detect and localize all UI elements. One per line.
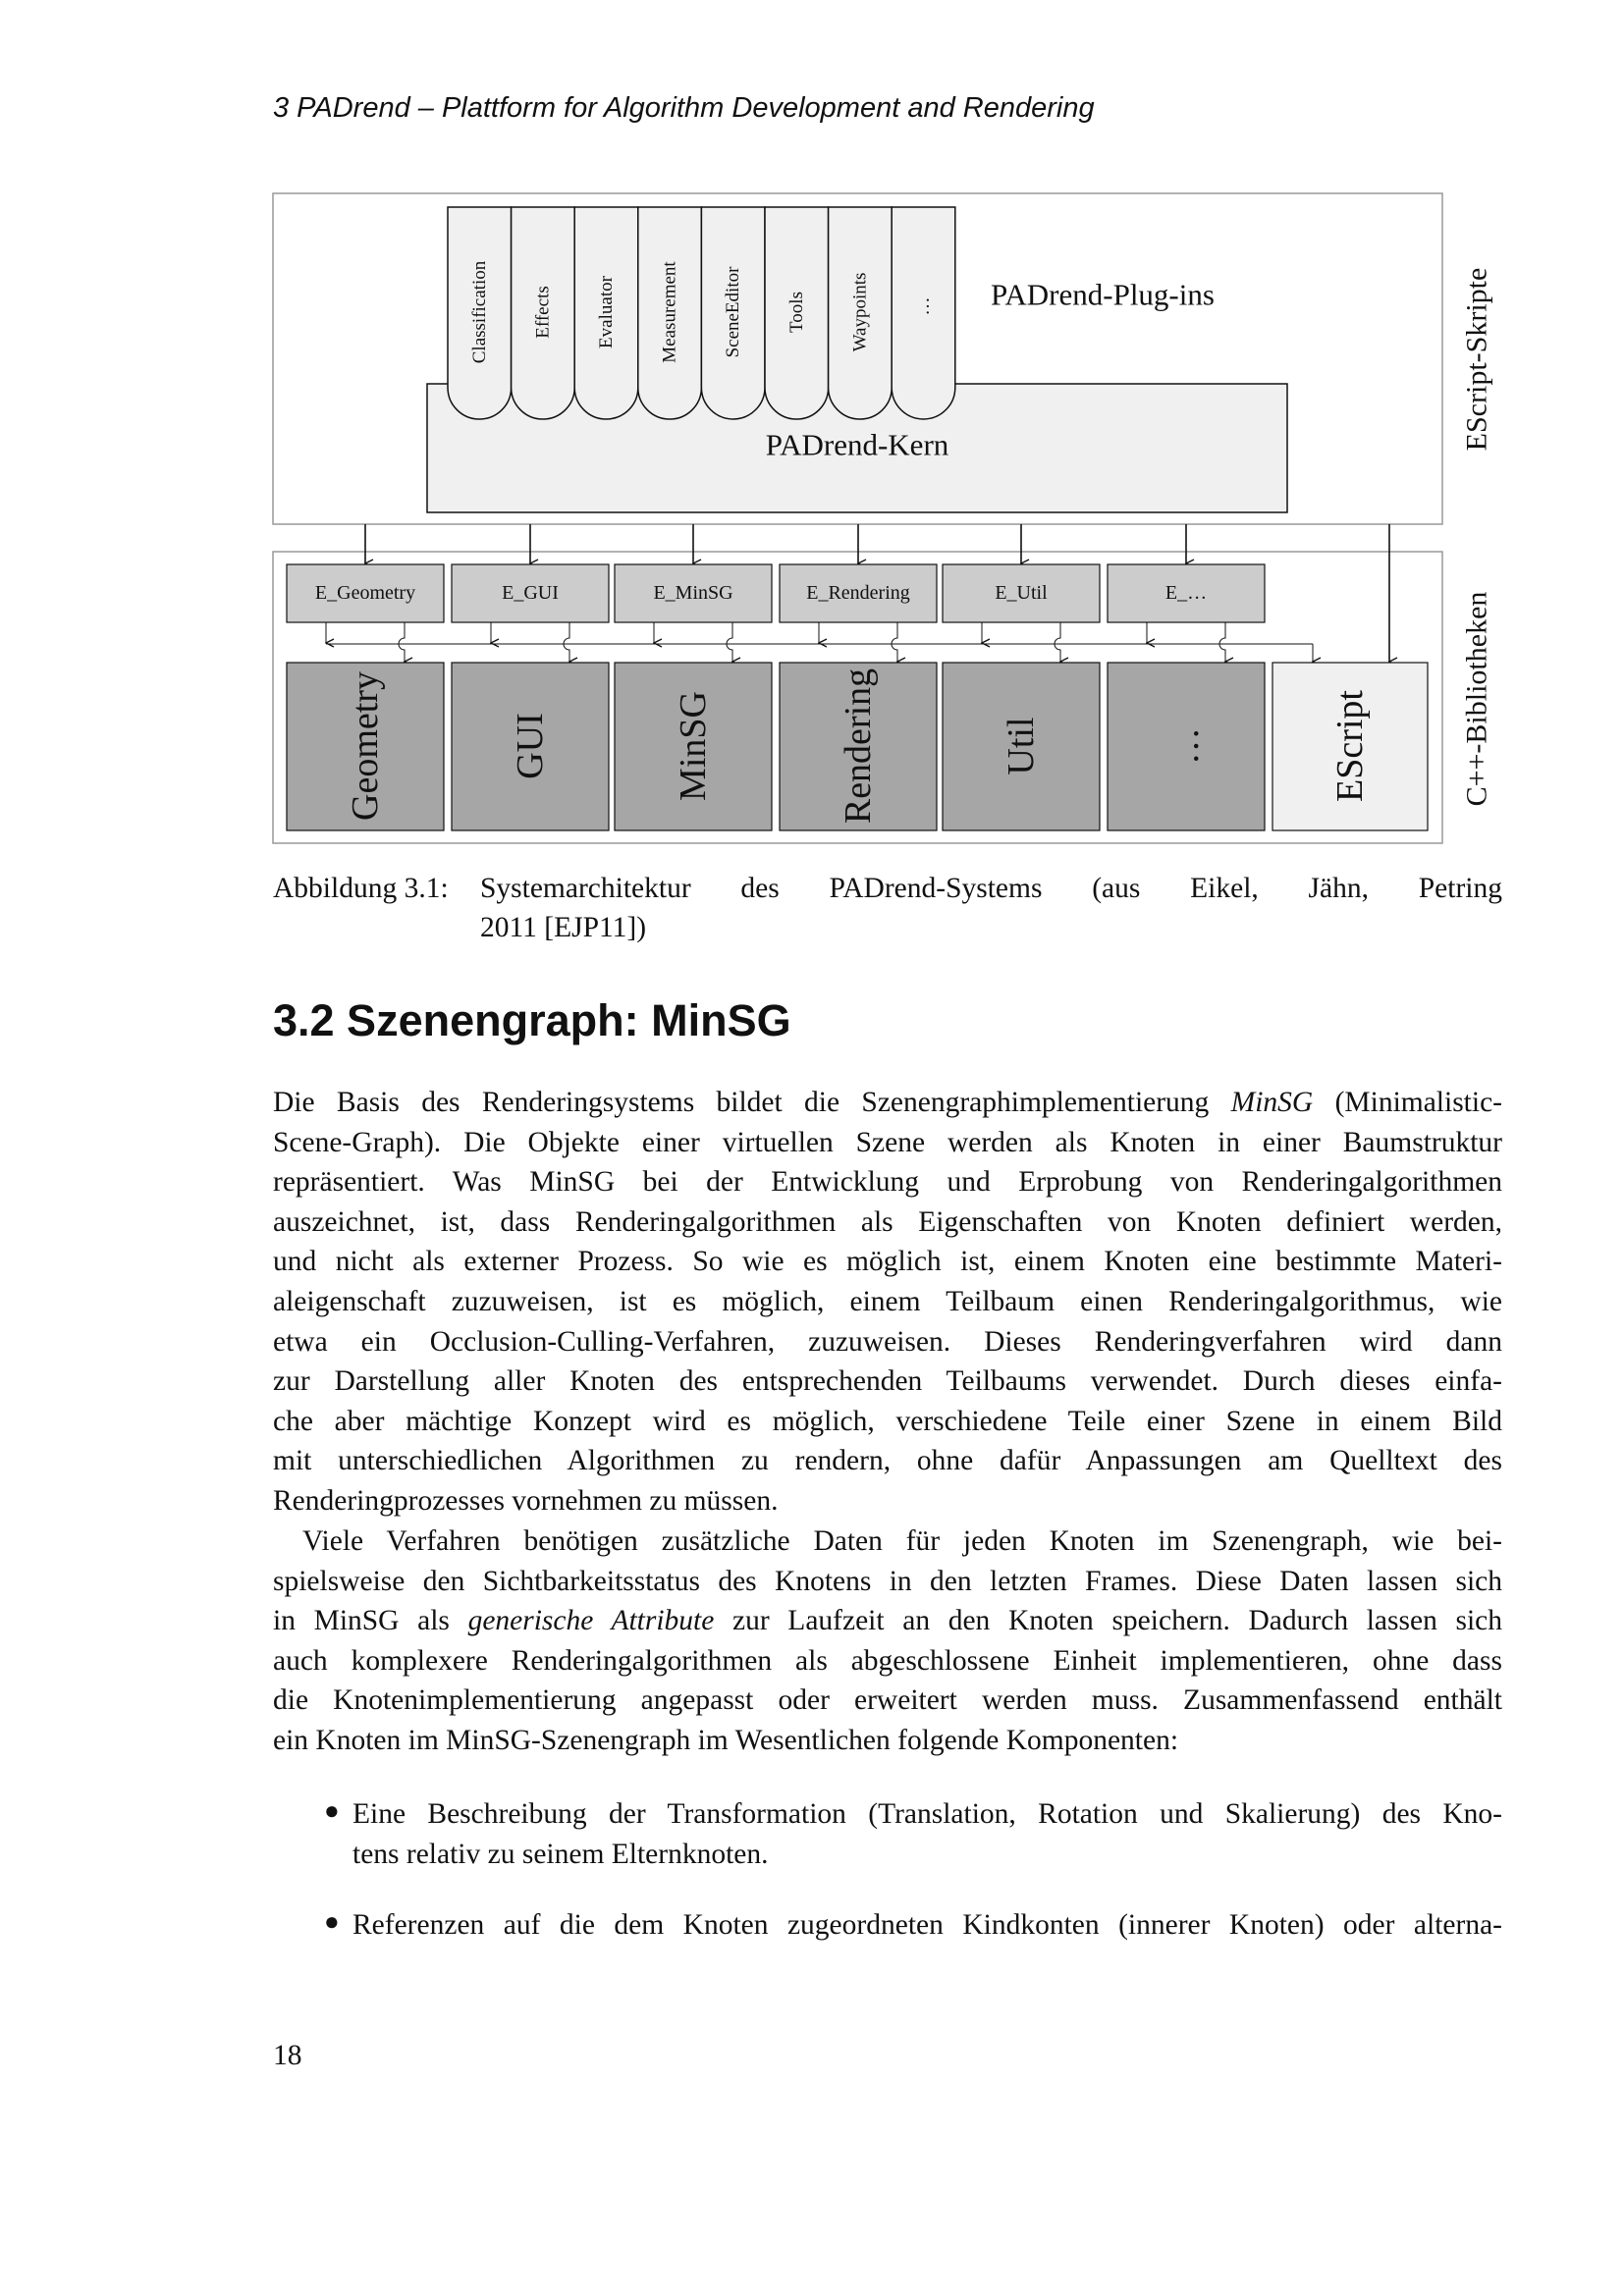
text-line <box>273 1601 1502 1640</box>
emphasis: MinSG <box>1230 1087 1314 1118</box>
text: in MinSG als <box>273 1605 468 1637</box>
text-line: Scene-Graph). Die Objekte einer virtuellen Szene werden als Knoten in einer Baumstruktur <box>273 1126 1502 1158</box>
text-line <box>273 1083 1502 1122</box>
plugin-label: … <box>913 296 934 316</box>
cpp-libraries-side-label: C++-Bibliotheken <box>1460 591 1493 807</box>
plugin-label: Evaluator <box>596 276 617 348</box>
list-item-line: Referenzen auf die dem Knoten zugeordneten Kindkonten (innerer Knoten) oder alterna- <box>352 1909 1502 1941</box>
text-line: mit unterschiedlichen Algorithmen zu rendern, ohne dafür Anpassungen am Quelltext des <box>273 1445 1502 1477</box>
padrend-kern-label: PADrend-Kern <box>765 427 949 462</box>
text-line: die Knotenimplementierung angepasst oder erweitert werden muss. Zusammenfassend enthält <box>273 1684 1502 1717</box>
escript-library-label: EScript <box>1329 690 1371 802</box>
caption-line: 2011 [EJP11]) <box>480 912 647 943</box>
plugin-label: Classification <box>468 260 490 364</box>
text: Die Basis des Renderingsystems bildet die Szenengraphimplementierung <box>273 1087 1231 1118</box>
plugin-label: Effects <box>532 286 554 339</box>
plugin-label: Tools <box>785 292 807 333</box>
text-line: spielsweise den Sichtbarkeitsstatus des Knotens in den letzten Frames. Diese Daten lassen sich <box>273 1565 1502 1597</box>
text-line: che aber mächtige Konzept wird es möglich, verschiedene Teile einer Szene in einem Bild <box>273 1405 1502 1437</box>
text-line: zur Darstellung aller Knoten des entsprechenden Teilbaums verwendet. Durch dieses einfa- <box>273 1365 1502 1398</box>
library-label: Geometry <box>345 671 386 821</box>
system-architecture-figure <box>0 0 1624 864</box>
caption-line: Systemarchitektur des PADrend-Systems (aus Eikel, Jähn, Petring <box>480 873 1502 904</box>
text-line: auch komplexere Renderingalgorithmen als abgeschlossene Einheit implementieren, ohne dass <box>273 1644 1502 1677</box>
text-line: Renderingprozesses vornehmen zu müssen. <box>273 1485 779 1517</box>
text-line: aleigenschaft zuzuweisen, ist es möglich, einem Teilbaum einen Renderingalgorithmus, wie <box>273 1286 1502 1317</box>
library-label: … <box>1165 727 1207 765</box>
text-line: auszeichnet, ist, dass Renderingalgorithmen als Eigenschaften von Knoten definiert werden, <box>273 1205 1502 1238</box>
page-number: 18 <box>273 2040 302 2071</box>
list-item-line: Eine Beschreibung der Transformation (Translation, Rotation und Skalierung) des Kno- <box>352 1798 1502 1830</box>
text-line: und nicht als externer Prozess. So wie es möglich ist, einem Knoten eine bestimmte Materi- <box>273 1246 1502 1278</box>
binding-label: E_Rendering <box>806 582 910 604</box>
binding-label: E_Geometry <box>314 582 416 604</box>
text: (Minimalistic- <box>1313 1087 1502 1118</box>
text-line: repräsentiert. Was MinSG bei der Entwicklung und Erprobung von Renderingalgorithmen <box>273 1166 1502 1199</box>
plugins-label: PADrend-Plug-ins <box>991 277 1215 312</box>
text: zur Laufzeit an den Knoten speichern. Dadurch lassen sich <box>714 1605 1502 1637</box>
binding-label: E_… <box>1164 582 1208 604</box>
binding-label: E_Util <box>995 582 1048 604</box>
text-line: etwa ein Occlusion-Culling-Verfahren, zuzuweisen. Dieses Renderingverfahren wird dann <box>273 1325 1502 1358</box>
running-header: 3 PADrend – Plattform for Algorithm Development and Rendering <box>273 92 1095 124</box>
plugin-label: Waypoints <box>849 272 871 352</box>
text-line: ein Knoten im MinSG-Szenengraph im Wesentlichen folgende Komponenten: <box>273 1725 1179 1756</box>
library-label: Util <box>1001 717 1042 775</box>
section-heading: 3.2 Szenengraph: MinSG <box>273 995 791 1045</box>
library-label: GUI <box>510 713 551 779</box>
plugin-label: SceneEditor <box>723 266 744 358</box>
library-label: Rendering <box>838 667 879 825</box>
binding-label: E_GUI <box>502 582 559 604</box>
caption-label: Abbildung 3.1: <box>273 873 449 904</box>
bullet-icon: ● <box>324 1907 340 1936</box>
list-item-line: tens relativ zu seinem Elternknoten. <box>352 1838 769 1870</box>
emphasis: generische Attribute <box>467 1605 715 1637</box>
plugin-label: Measurement <box>659 261 680 363</box>
bullet-icon: ● <box>324 1796 340 1825</box>
text-line: Viele Verfahren benötigen zusätzliche Daten für jeden Knoten im Szenengraph, wie bei- <box>302 1525 1502 1557</box>
library-label: MinSG <box>673 691 714 801</box>
escript-scripts-side-label: EScript-Skripte <box>1460 267 1493 452</box>
binding-label: E_MinSG <box>653 582 733 604</box>
